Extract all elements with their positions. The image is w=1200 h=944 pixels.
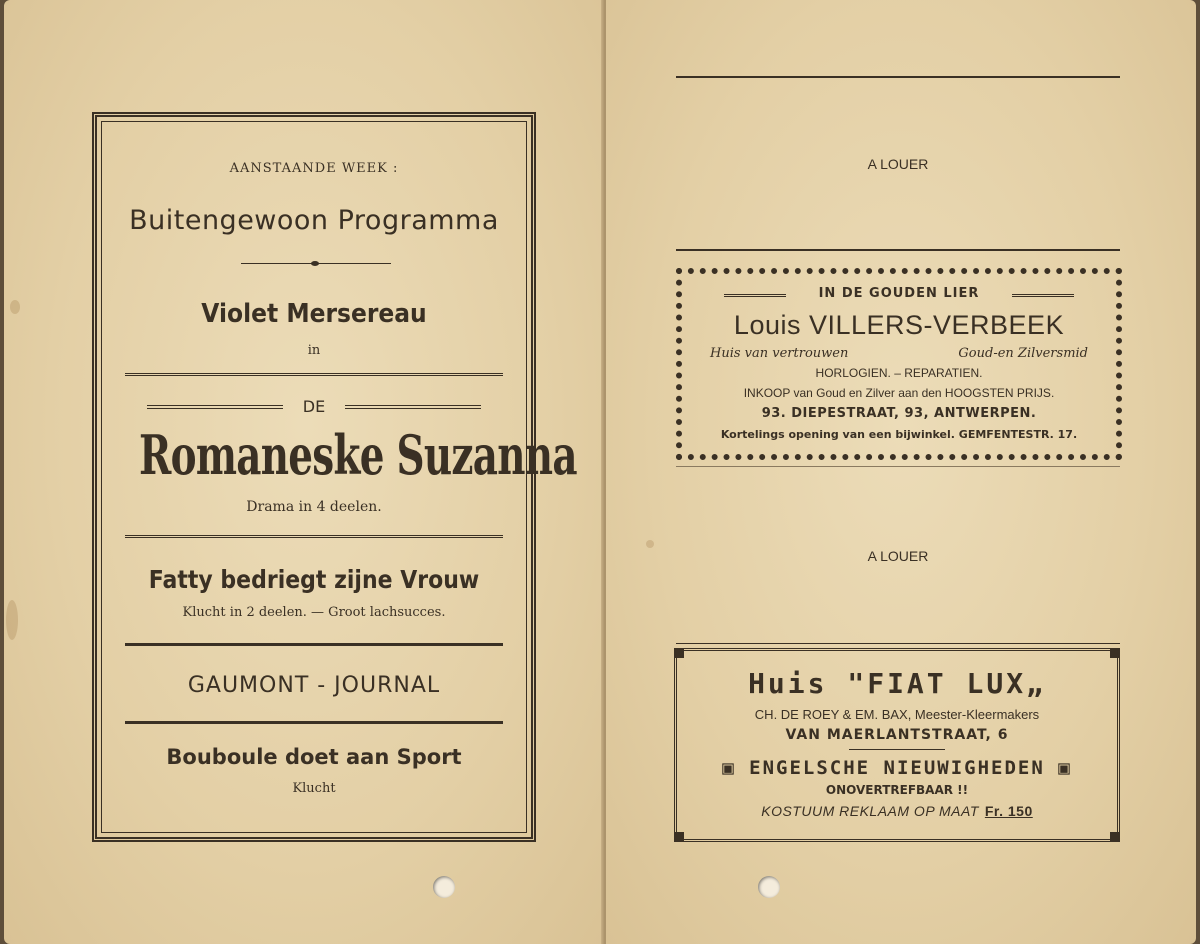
star-name: Violet Mersereau: [201, 299, 427, 329]
in-word: in: [307, 343, 321, 358]
frame-corner: [674, 832, 684, 842]
article-word: DE: [302, 397, 326, 416]
english-novelties: [677, 757, 1117, 779]
ad-divider: [676, 643, 1120, 644]
program-content: [111, 117, 577, 837]
shop-address: 93. DIEPESTRAAT, 93, ANTWERPEN.: [761, 406, 1037, 421]
vacancy-notice-middle: A LOUER: [867, 548, 929, 564]
section-divider: [125, 535, 503, 538]
section-divider: [125, 721, 503, 724]
shop-name: IN DE GOUDEN LIER: [818, 286, 980, 301]
house-name: Huis "FIAT LUX„: [748, 667, 1046, 700]
section-divider: [125, 643, 503, 646]
paper-stain: [6, 600, 18, 640]
comedy-subtitle: Klucht in 2 deelen. — Groot lachsucces.: [182, 605, 446, 620]
sport-title: Bouboule doet aan Sport: [166, 745, 462, 769]
program-frame: [92, 112, 577, 842]
offer-price: Fr. 150: [984, 803, 1033, 819]
services-line: HORLOGIEN. – REPARATIEN.: [815, 366, 983, 380]
paper-stain: [10, 300, 20, 314]
branch-notice: Kortelings opening van een bijwinkel. GEMFENTESTR. 17.: [720, 428, 1078, 441]
ad-divider: [676, 249, 1120, 251]
tagline-left: Huis van vertrouwen: [710, 346, 849, 361]
square-ornament-icon: ▣: [722, 757, 750, 779]
section-divider: [125, 373, 503, 376]
suit-offer: [677, 803, 1117, 819]
paper-stain: [646, 540, 654, 548]
program-title: Buitengewoon Programma: [129, 205, 499, 236]
jeweller-ad-content: [688, 274, 1110, 454]
frame-corner: [1110, 648, 1120, 658]
tailor-ad: [674, 648, 1120, 842]
unmatched-claim: ONOVERTREFBAAR !!: [825, 783, 969, 797]
owner-name: Louis VILLERS-VERBEEK: [733, 310, 1065, 340]
tailor-names: CH. DE ROEY & EM. BAX, Meester-Kleermakers: [754, 707, 1040, 722]
punch-hole: [433, 876, 455, 898]
sport-subtitle: Klucht: [292, 781, 336, 796]
punch-hole: [758, 876, 780, 898]
ornament-line: [345, 405, 481, 409]
buying-line: INKOOP van Goud en Zilver aan den HOOGSTEN PRIJS.: [743, 386, 1055, 400]
tagline-right: Goud-en Zilversmid: [958, 346, 1088, 361]
english-novelties-text: ENGELSCHE NIEUWIGHEDEN: [749, 757, 1045, 779]
square-ornament-icon: ▣: [1044, 757, 1072, 779]
announcement-heading: AANSTAANDE WEEK :: [229, 161, 399, 176]
jeweller-ad: [676, 268, 1122, 460]
feature-title: Romaneske Suzanna: [139, 423, 577, 487]
frame-corner: [674, 648, 684, 658]
short-rule: [849, 749, 945, 750]
ornament-divider: [241, 263, 391, 264]
frame-corner: [1110, 832, 1120, 842]
ornament-line: [1012, 294, 1074, 297]
newsreel-title: GAUMONT - JOURNAL: [187, 673, 441, 698]
comedy-title: Fatty bedriegt zijne Vrouw: [148, 565, 480, 594]
vacancy-notice-top: A LOUER: [867, 156, 929, 172]
tailor-address: VAN MAERLANTSTRAAT, 6: [785, 727, 1009, 743]
ad-divider: [676, 76, 1120, 78]
article-row: [111, 397, 517, 417]
ad-divider: [676, 466, 1120, 467]
offer-text: KOSTUUM REKLAAM OP MAAT: [761, 803, 979, 819]
feature-subtitle: Drama in 4 deelen.: [246, 499, 382, 515]
